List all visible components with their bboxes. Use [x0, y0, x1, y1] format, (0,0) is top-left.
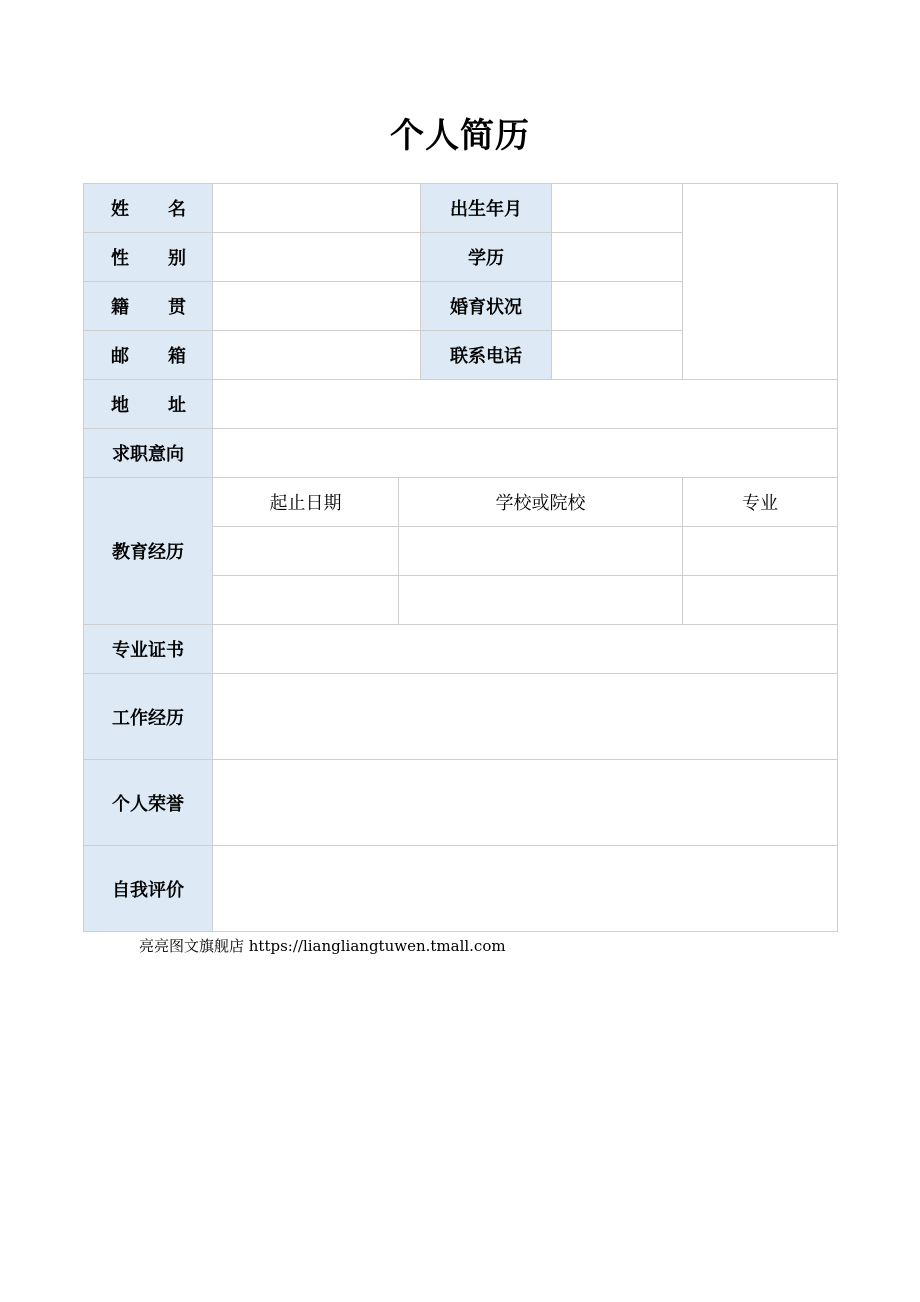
- education-header-dates: 起止日期: [213, 478, 399, 527]
- gender-field[interactable]: [213, 233, 421, 282]
- birth-date-label: 出生年月: [421, 184, 552, 233]
- email-field[interactable]: [213, 331, 421, 380]
- education-header-school: 学校或院校: [399, 478, 683, 527]
- certificates-field[interactable]: [213, 625, 838, 674]
- name-field[interactable]: [213, 184, 421, 233]
- self-evaluation-field[interactable]: [213, 846, 838, 932]
- email-label: 邮 箱: [84, 331, 213, 380]
- marital-status-field[interactable]: [552, 282, 683, 331]
- self-evaluation-label: 自我评价: [84, 846, 213, 932]
- photo-area[interactable]: [683, 184, 838, 380]
- native-place-field[interactable]: [213, 282, 421, 331]
- address-field[interactable]: [213, 380, 838, 429]
- marital-status-label: 婚育状况: [421, 282, 552, 331]
- education-level-field[interactable]: [552, 233, 683, 282]
- job-intention-label: 求职意向: [84, 429, 213, 478]
- birth-date-field[interactable]: [552, 184, 683, 233]
- education-history-label: 教育经历: [84, 478, 213, 625]
- education-row-1-dates[interactable]: [213, 527, 399, 576]
- work-experience-field[interactable]: [213, 674, 838, 760]
- education-row-1-major[interactable]: [683, 527, 838, 576]
- native-place-label: 籍 贯: [84, 282, 213, 331]
- education-header-major: 专业: [683, 478, 838, 527]
- gender-label: 性 别: [84, 233, 213, 282]
- job-intention-field[interactable]: [213, 429, 838, 478]
- footer-text: 亮亮图文旗舰店 https://liangliangtuwen.tmall.com: [139, 937, 506, 955]
- education-row-2-school[interactable]: [399, 576, 683, 625]
- phone-field[interactable]: [552, 331, 683, 380]
- honors-label: 个人荣誉: [84, 760, 213, 846]
- education-row-2-dates[interactable]: [213, 576, 399, 625]
- name-label: 姓 名: [84, 184, 213, 233]
- education-level-label: 学历: [421, 233, 552, 282]
- page-title: 个人简历: [390, 116, 530, 156]
- address-label: 地 址: [84, 380, 213, 429]
- certificates-label: 专业证书: [84, 625, 213, 674]
- phone-label: 联系电话: [421, 331, 552, 380]
- education-row-1-school[interactable]: [399, 527, 683, 576]
- work-experience-label: 工作经历: [84, 674, 213, 760]
- honors-field[interactable]: [213, 760, 838, 846]
- education-row-2-major[interactable]: [683, 576, 838, 625]
- resume-table: [83, 183, 838, 932]
